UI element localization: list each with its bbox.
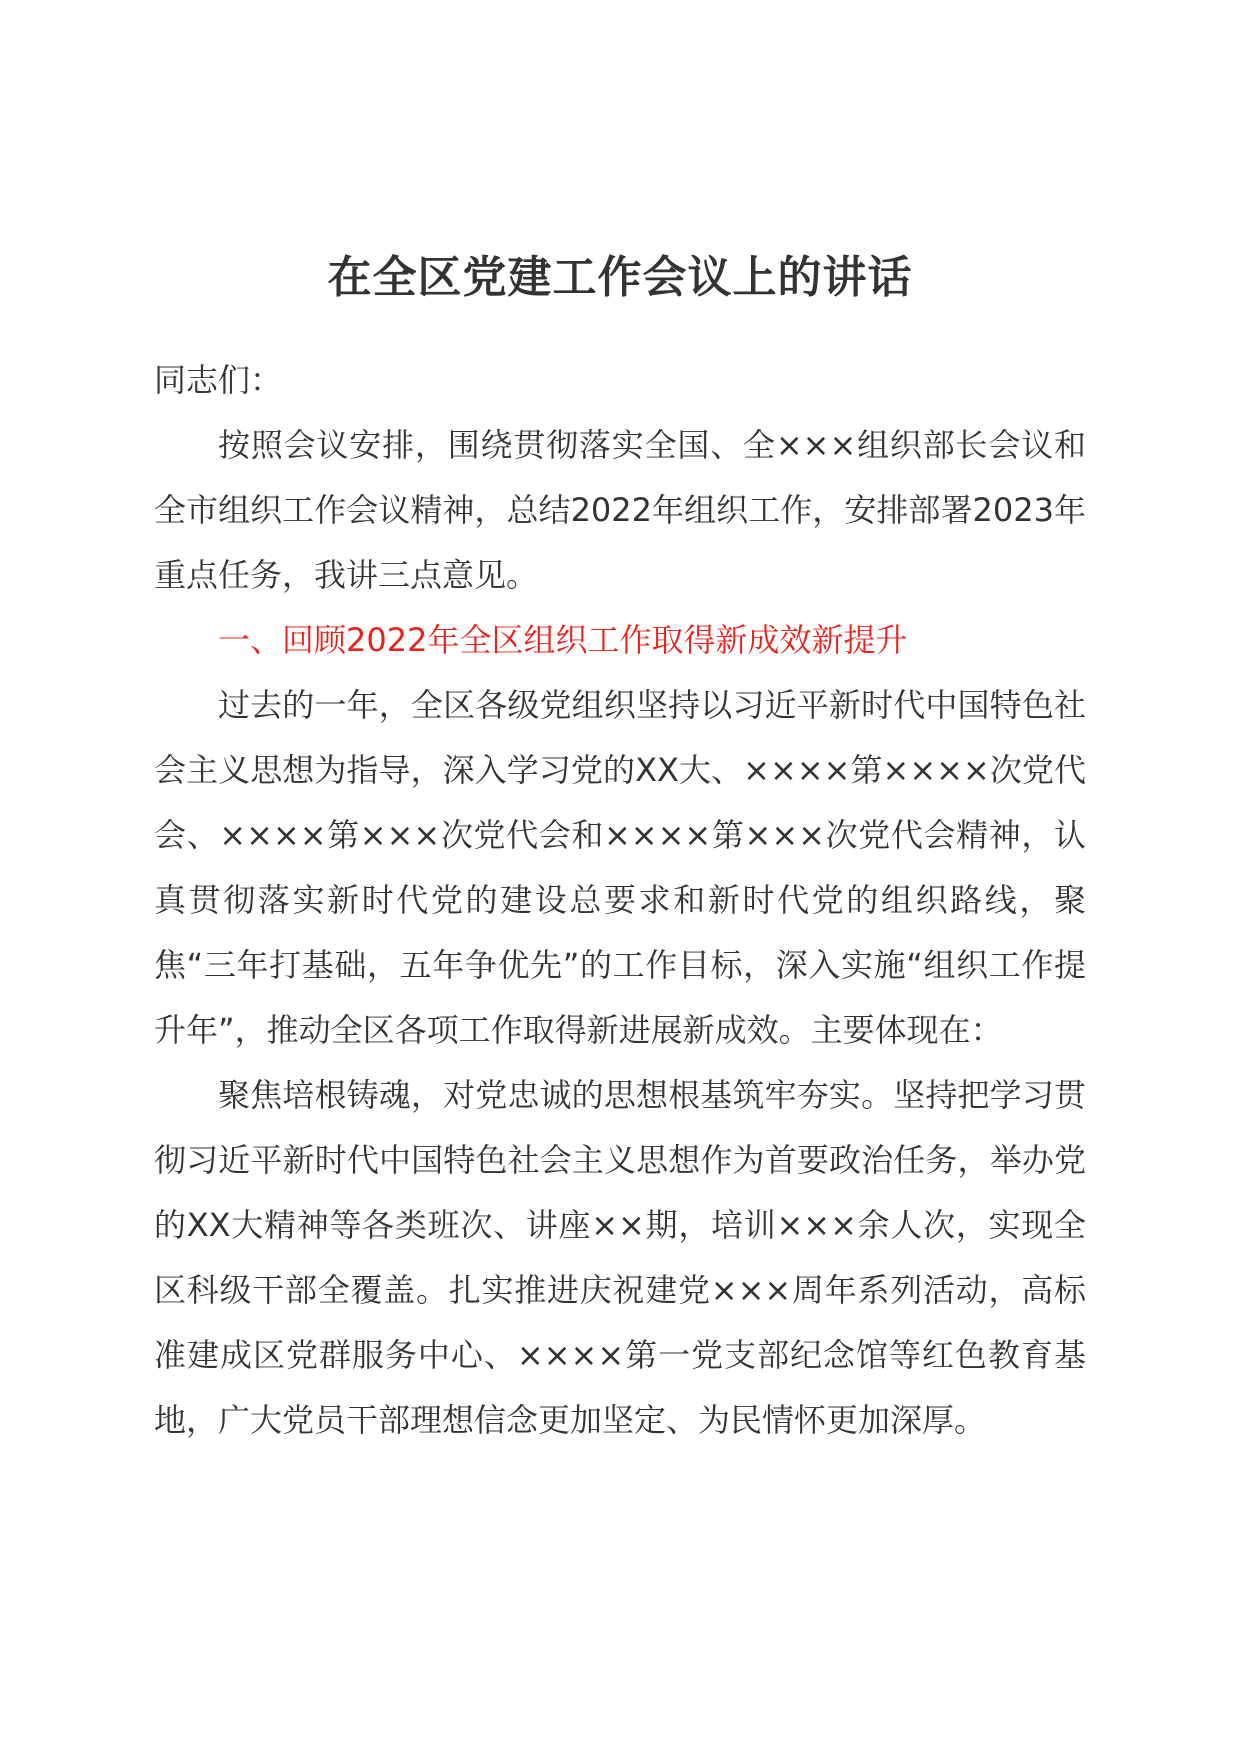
paragraph-intro: 按照会议安排，围绕贯彻落实全国、全×××组织部长会议和全市组织工作会议精神，总结2022年组织工作，安排部署2023年重点任务，我讲三点意见。 [154, 426, 1086, 594]
document-title: 在全区党建工作会议上的讲话 [327, 252, 913, 303]
salutation: 同志们： [154, 361, 283, 399]
paragraph-achievement: 聚焦培根铸魂，对党忠诚的思想根基筑牢夯实。坚持把学习贯彻习近平新时代中国特色社会主义思想作为首要政治任务，举办党的XX大精神等各类班次、讲座××期，培训×××余人次，实现全区科级干部全覆盖。扎实推进庆祝建党×××周年系列活动，高标准建成区党群服务中心、××××第一党支部纪念馆等红色教育基地，广大党员干部理想信念更加坚定、为民情怀更加深厚。 [154, 1076, 1086, 1439]
section-heading-1: 一、回顾2022年全区组织工作取得新成效新提升 [218, 621, 908, 659]
paragraph-review: 过去的一年，全区各级党组织坚持以习近平新时代中国特色社会主义思想为指导，深入学习党的XX大、××××第××××次党代会、××××第×××次党代会和××××第×××次党代会精神，认真贯彻落实新时代党的建设总要求和新时代党的组织路线，聚焦“三年打基础，五年争优先”的工作目标，深入实施“组织工作提升年”，推动全区各项工作取得新进展新成效。主要体现在： [154, 686, 1086, 1049]
document-body [154, 348, 1086, 1453]
